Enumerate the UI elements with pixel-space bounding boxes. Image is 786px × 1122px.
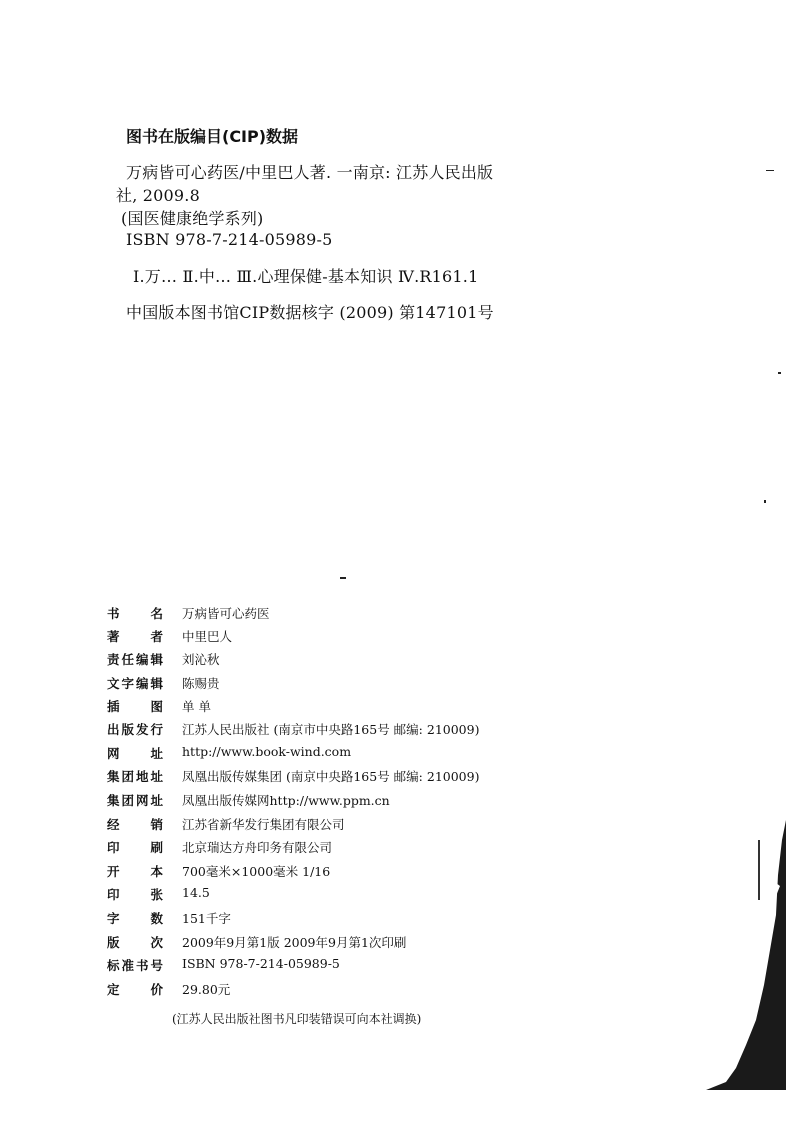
info-label: 网址 (107, 746, 163, 761)
info-row (107, 980, 627, 1002)
info-row (107, 650, 627, 672)
info-row (107, 838, 627, 860)
info-label: 责任编辑 (107, 652, 163, 667)
info-row (107, 956, 627, 978)
info-label: 插图 (107, 699, 163, 714)
info-value: 凤凰出版传媒网http://www.ppm.cn (182, 793, 390, 808)
info-label: 经销 (107, 817, 163, 832)
info-label: 出版发行 (107, 722, 163, 737)
scan-speck (764, 500, 766, 503)
info-value: 江苏人民出版社 (南京市中央路165号 邮编: 210009) (182, 722, 480, 737)
info-value: 中里巴人 (182, 629, 233, 644)
info-row (107, 720, 627, 742)
info-value: 江苏省新华发行集团有限公司 (182, 817, 345, 832)
scan-speck (766, 170, 774, 171)
info-row (107, 933, 627, 955)
scan-speck (340, 577, 346, 579)
info-value: 单 单 (182, 699, 211, 714)
info-value: ISBN 978-7-214-05989-5 (182, 956, 340, 971)
info-value: 14.5 (182, 885, 210, 900)
info-label: 书名 (107, 606, 163, 621)
cip-line-record-number: 中国版本图书馆CIP数据核字 (2009) 第147101号 (126, 303, 494, 322)
info-label: 著者 (107, 629, 163, 644)
info-row (107, 744, 627, 766)
cip-line-date: 社, 2009.8 (116, 186, 200, 205)
info-label: 集团网址 (107, 793, 163, 808)
footnote: (江苏人民出版社图书凡印装错误可向本社调换) (172, 1012, 422, 1026)
info-label: 开本 (107, 864, 163, 879)
info-row (107, 815, 627, 837)
info-value: 凤凰出版传媒集团 (南京中央路165号 邮编: 210009) (182, 769, 480, 784)
info-label: 定价 (107, 982, 163, 997)
info-label: 文字编辑 (107, 676, 163, 691)
cip-heading: 图书在版编目(CIP)数据 (126, 127, 299, 146)
info-row (107, 627, 627, 649)
info-value: 北京瑞达方舟印务有限公司 (182, 840, 333, 855)
info-label: 字数 (107, 911, 163, 926)
info-label: 标准书号 (107, 958, 163, 973)
info-row (107, 862, 627, 884)
scan-speck (778, 372, 781, 374)
info-value: 700毫米×1000毫米 1/16 (182, 864, 331, 879)
info-value: 陈赐贵 (182, 676, 220, 691)
info-label: 印刷 (107, 840, 163, 855)
info-label: 版次 (107, 935, 163, 950)
cip-line-isbn: ISBN 978-7-214-05989-5 (126, 230, 333, 249)
cip-line-series: (国医健康绝学系列) (121, 209, 264, 228)
info-value: 2009年9月第1版 2009年9月第1次印刷 (182, 935, 407, 950)
info-value: 29.80元 (182, 982, 231, 997)
info-label: 集团地址 (107, 769, 163, 784)
info-row (107, 604, 627, 626)
info-label: 印张 (107, 887, 163, 902)
info-value: http://www.book-wind.com (182, 744, 352, 759)
info-value: 151千字 (182, 911, 231, 926)
info-row (107, 791, 627, 813)
info-row (107, 674, 627, 696)
info-row (107, 697, 627, 719)
scan-edge-shadow (706, 820, 786, 1090)
info-row (107, 909, 627, 931)
cip-line-classification: Ⅰ.万… Ⅱ.中… Ⅲ.心理保健-基本知识 Ⅳ.R161.1 (133, 267, 479, 286)
cip-line-title-author: 万病皆可心药医/中里巴人著. 一南京: 江苏人民出版 (126, 163, 494, 182)
info-row (107, 767, 627, 789)
info-value: 刘沁秋 (182, 652, 220, 667)
info-row (107, 885, 627, 907)
info-value: 万病皆可心药医 (182, 606, 270, 621)
